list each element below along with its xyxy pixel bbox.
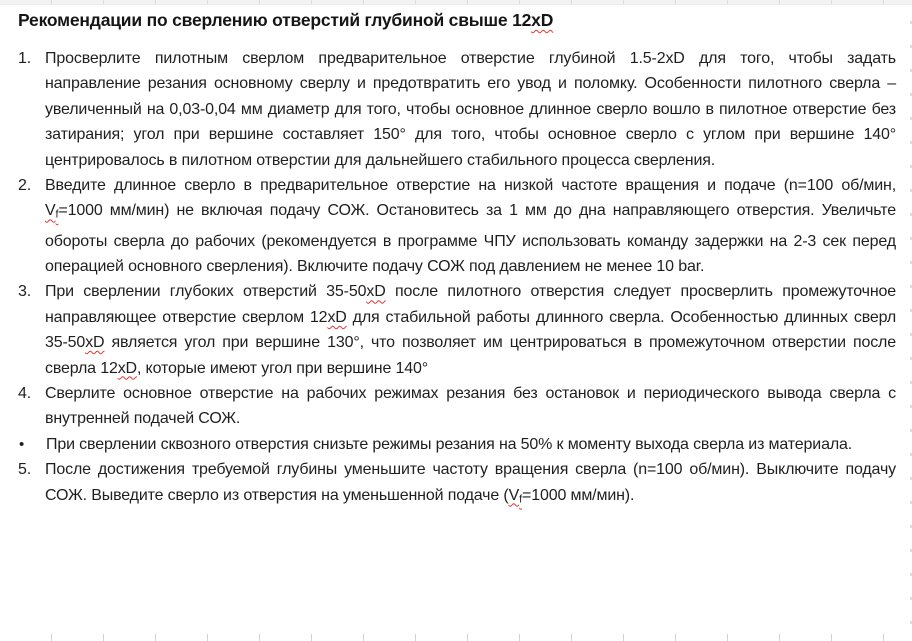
text-segment: , которые имеют угол при вершине 140°	[136, 359, 429, 377]
text-segment: =1000 мм/мин).	[522, 486, 635, 504]
misspelled-text: xD	[531, 10, 554, 30]
list-item-text	[45, 381, 896, 432]
misspelled-text: xD	[85, 334, 105, 352]
text-segment: =1000 мм/мин) не включая подачу СОЖ. Остановитесь за 1 мм до дна направляющего отверстия. Увеличьте обороты сверла до рабочих (рекомендуется в программе ЧПУ использовать команду задержки на 2-3 сек перед операцией основного сверления). Включите подачу СОЖ под давлением не менее 10 bar.	[45, 202, 896, 275]
misspelled-text: V	[508, 486, 520, 504]
number-marker: 5.	[18, 461, 32, 479]
list-item	[18, 457, 896, 513]
recommendations-list	[18, 46, 896, 513]
number-marker: 2.	[18, 177, 32, 195]
list-item	[18, 381, 896, 432]
misspelled-text: V	[45, 202, 56, 220]
number-marker: 4.	[18, 385, 32, 402]
text-segment: является угол при вершине 130°, что позволяет им центрироваться в промежуточном отверстии после сверла 12	[45, 334, 896, 377]
list-item-text	[46, 432, 896, 457]
list-item-text	[45, 46, 896, 173]
misspelled-text: xD	[366, 283, 386, 301]
text-segment: для стабильной работы длинного сверла. Особенностью длинных сверл 35-50	[45, 308, 897, 352]
page-title	[18, 8, 896, 33]
text-segment: Рекомендации по сверлению отверстий глубиной свыше 12	[18, 10, 532, 30]
list-item	[18, 46, 896, 173]
table-gridline-top	[0, 0, 912, 5]
list-item-text	[45, 173, 896, 279]
text-segment: Просверлите пилотным сверлом предварительное отверстие глубиной 1.5-2xD для того, чтобы задать направление резания основному сверлу и предотвратить его увод и поломку. Особенности пилотного сверла – увеличенный на 0,03-0,04 мм диаметр для того, чтобы основное длинное сверло вошло в пилотное отверстие без затирания; угол при вершине составляет 150° для того, чтобы основное сверло с углом при вершине 140° центрировалось в пилотном отверстии для дальнейшего стабильного процесса сверления.	[45, 50, 896, 169]
text-segment: При сверлении сквозного отверстия снизьте режимы резания на 50% к моменту выхода сверла из материала.	[46, 435, 853, 453]
list-item-text	[45, 279, 896, 381]
bullet-marker: •	[19, 435, 25, 453]
list-item	[18, 279, 896, 381]
text-segment: Введите длинное сверло в предварительное отверстие на низкой частоте вращения и подаче (n=100 об/мин,	[45, 177, 896, 195]
misspelled-text: f	[519, 493, 522, 506]
misspelled-text: xD	[327, 308, 347, 326]
list-item	[18, 173, 896, 279]
text-segment: После достижения требуемой глубины уменьшите частоту вращения сверла (n=100 об/мин). Выключите подачу СОЖ. Выведите сверло из отверстия на уменьшенной подаче (	[45, 461, 896, 504]
text-segment: Сверлите основное отверстие на рабочих режимах резания без остановок и периодического вывода сверла с внутренней подачей СОЖ.	[45, 385, 896, 428]
misspelled-text: f	[55, 209, 59, 222]
number-marker: 1.	[18, 50, 32, 67]
list-item	[18, 432, 896, 457]
text-segment: При сверлении глубоких отверстий 35-50	[45, 283, 367, 301]
text-segment: после пилотного отверстия следует просверлить промежуточное направляющее отверстие сверлом 12	[45, 283, 896, 326]
misspelled-text: xD	[117, 359, 137, 377]
list-item-text	[45, 457, 896, 513]
number-marker: 3.	[18, 283, 32, 301]
table-gridline-bottom	[0, 634, 912, 641]
